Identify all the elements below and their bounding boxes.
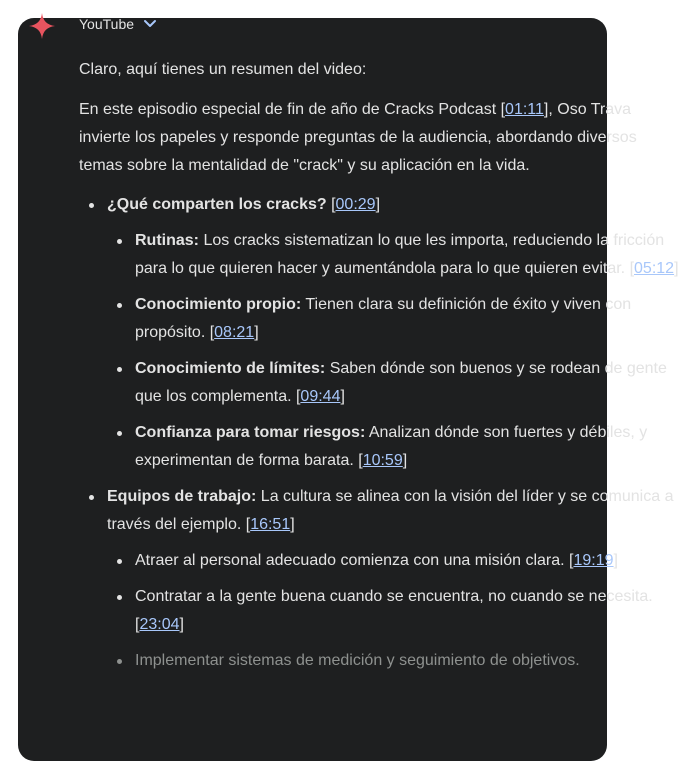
list-item: Conocimiento de límites: Saben dónde son buenos y se rodean de gente que los complementa. [09:44] — [107, 355, 679, 411]
timestamp-link[interactable]: 09:44 — [300, 388, 341, 405]
source-label: YouTube — [79, 16, 135, 32]
list-item: Conocimiento propio: Tienen clara su definición de éxito y viven con propósito. [08:21] — [107, 291, 679, 347]
gemini-response-panel — [18, 16, 679, 761]
topic-list — [79, 191, 679, 675]
timestamp-link[interactable]: 01:11 — [505, 101, 544, 118]
timestamp-link[interactable]: 10:59 — [362, 452, 403, 469]
response-content — [79, 56, 679, 683]
gemini-spark-icon — [28, 12, 56, 40]
timestamp-link[interactable]: 23:04 — [139, 616, 180, 633]
sub-list — [107, 227, 679, 475]
timestamp-link[interactable]: 08:21 — [214, 324, 255, 341]
timestamp-link[interactable]: 00:29 — [335, 196, 376, 213]
list-item: Confianza para tomar riesgos: Analizan dónde son fuertes y débiles, y experimentan de forma barata. [10:59] — [107, 419, 679, 475]
list-item: Rutinas: Los cracks sistematizan lo que les importa, reduciendo la fricción para lo que quieren hacer y aumentándola para lo que quieren evitar. [05:12] — [107, 227, 679, 283]
timestamp-link[interactable]: 19:19 — [573, 552, 614, 569]
list-item: Contratar a la gente buena cuando se encuentra, no cuando se necesita. [23:04] — [107, 583, 679, 639]
list-item: Atraer al personal adecuado comienza con una misión clara. [19:19] — [107, 547, 679, 575]
source-chip-youtube[interactable] — [79, 16, 156, 32]
sub-list — [107, 547, 679, 675]
timestamp-link[interactable]: 16:51 — [250, 516, 291, 533]
timestamp-link[interactable]: 05:12 — [634, 260, 675, 277]
list-item: Equipos de trabajo: La cultura se alinea con la visión del líder y se comunica a través del ejemplo. [16:51] Atraer al personal adecuado comienza con una misión clara. [19:19] Contratar a la gente buena cuando se encuentra, no cuando se necesita. [23:04] Implementar sistemas de medición y seguimiento de objetivos. — [79, 483, 679, 675]
list-item: Implementar sistemas de medición y seguimiento de objetivos. — [107, 647, 679, 675]
chevron-down-icon[interactable] — [144, 20, 156, 28]
summary-paragraph: En este episodio especial de fin de año de Cracks Podcast [01:11], Oso Trava invierte los papeles y responde preguntas de la audiencia, abordando diversos temas sobre la mentalidad de "crack" y su aplicación en la vida. — [79, 101, 637, 174]
intro-text: Claro, aquí tienes un resumen del video: — [79, 61, 367, 78]
list-item: ¿Qué comparten los cracks? [00:29] Rutinas: Los cracks sistematizan lo que les importa, reduciendo la fricción para lo que quieren hacer y aumentándola para lo que quieren evitar. [05:12] Conocimiento propio: Tienen clara su definición de éxito y viven con propósito. [08:21] Conocimiento de límites: Saben dónde son buenos y se rodean de gente que los complementa. [09:44] Confianza para tomar riesgos: Analizan dónde son fuertes y débiles, y experimentan de forma barata. [10:59] — [79, 191, 679, 475]
